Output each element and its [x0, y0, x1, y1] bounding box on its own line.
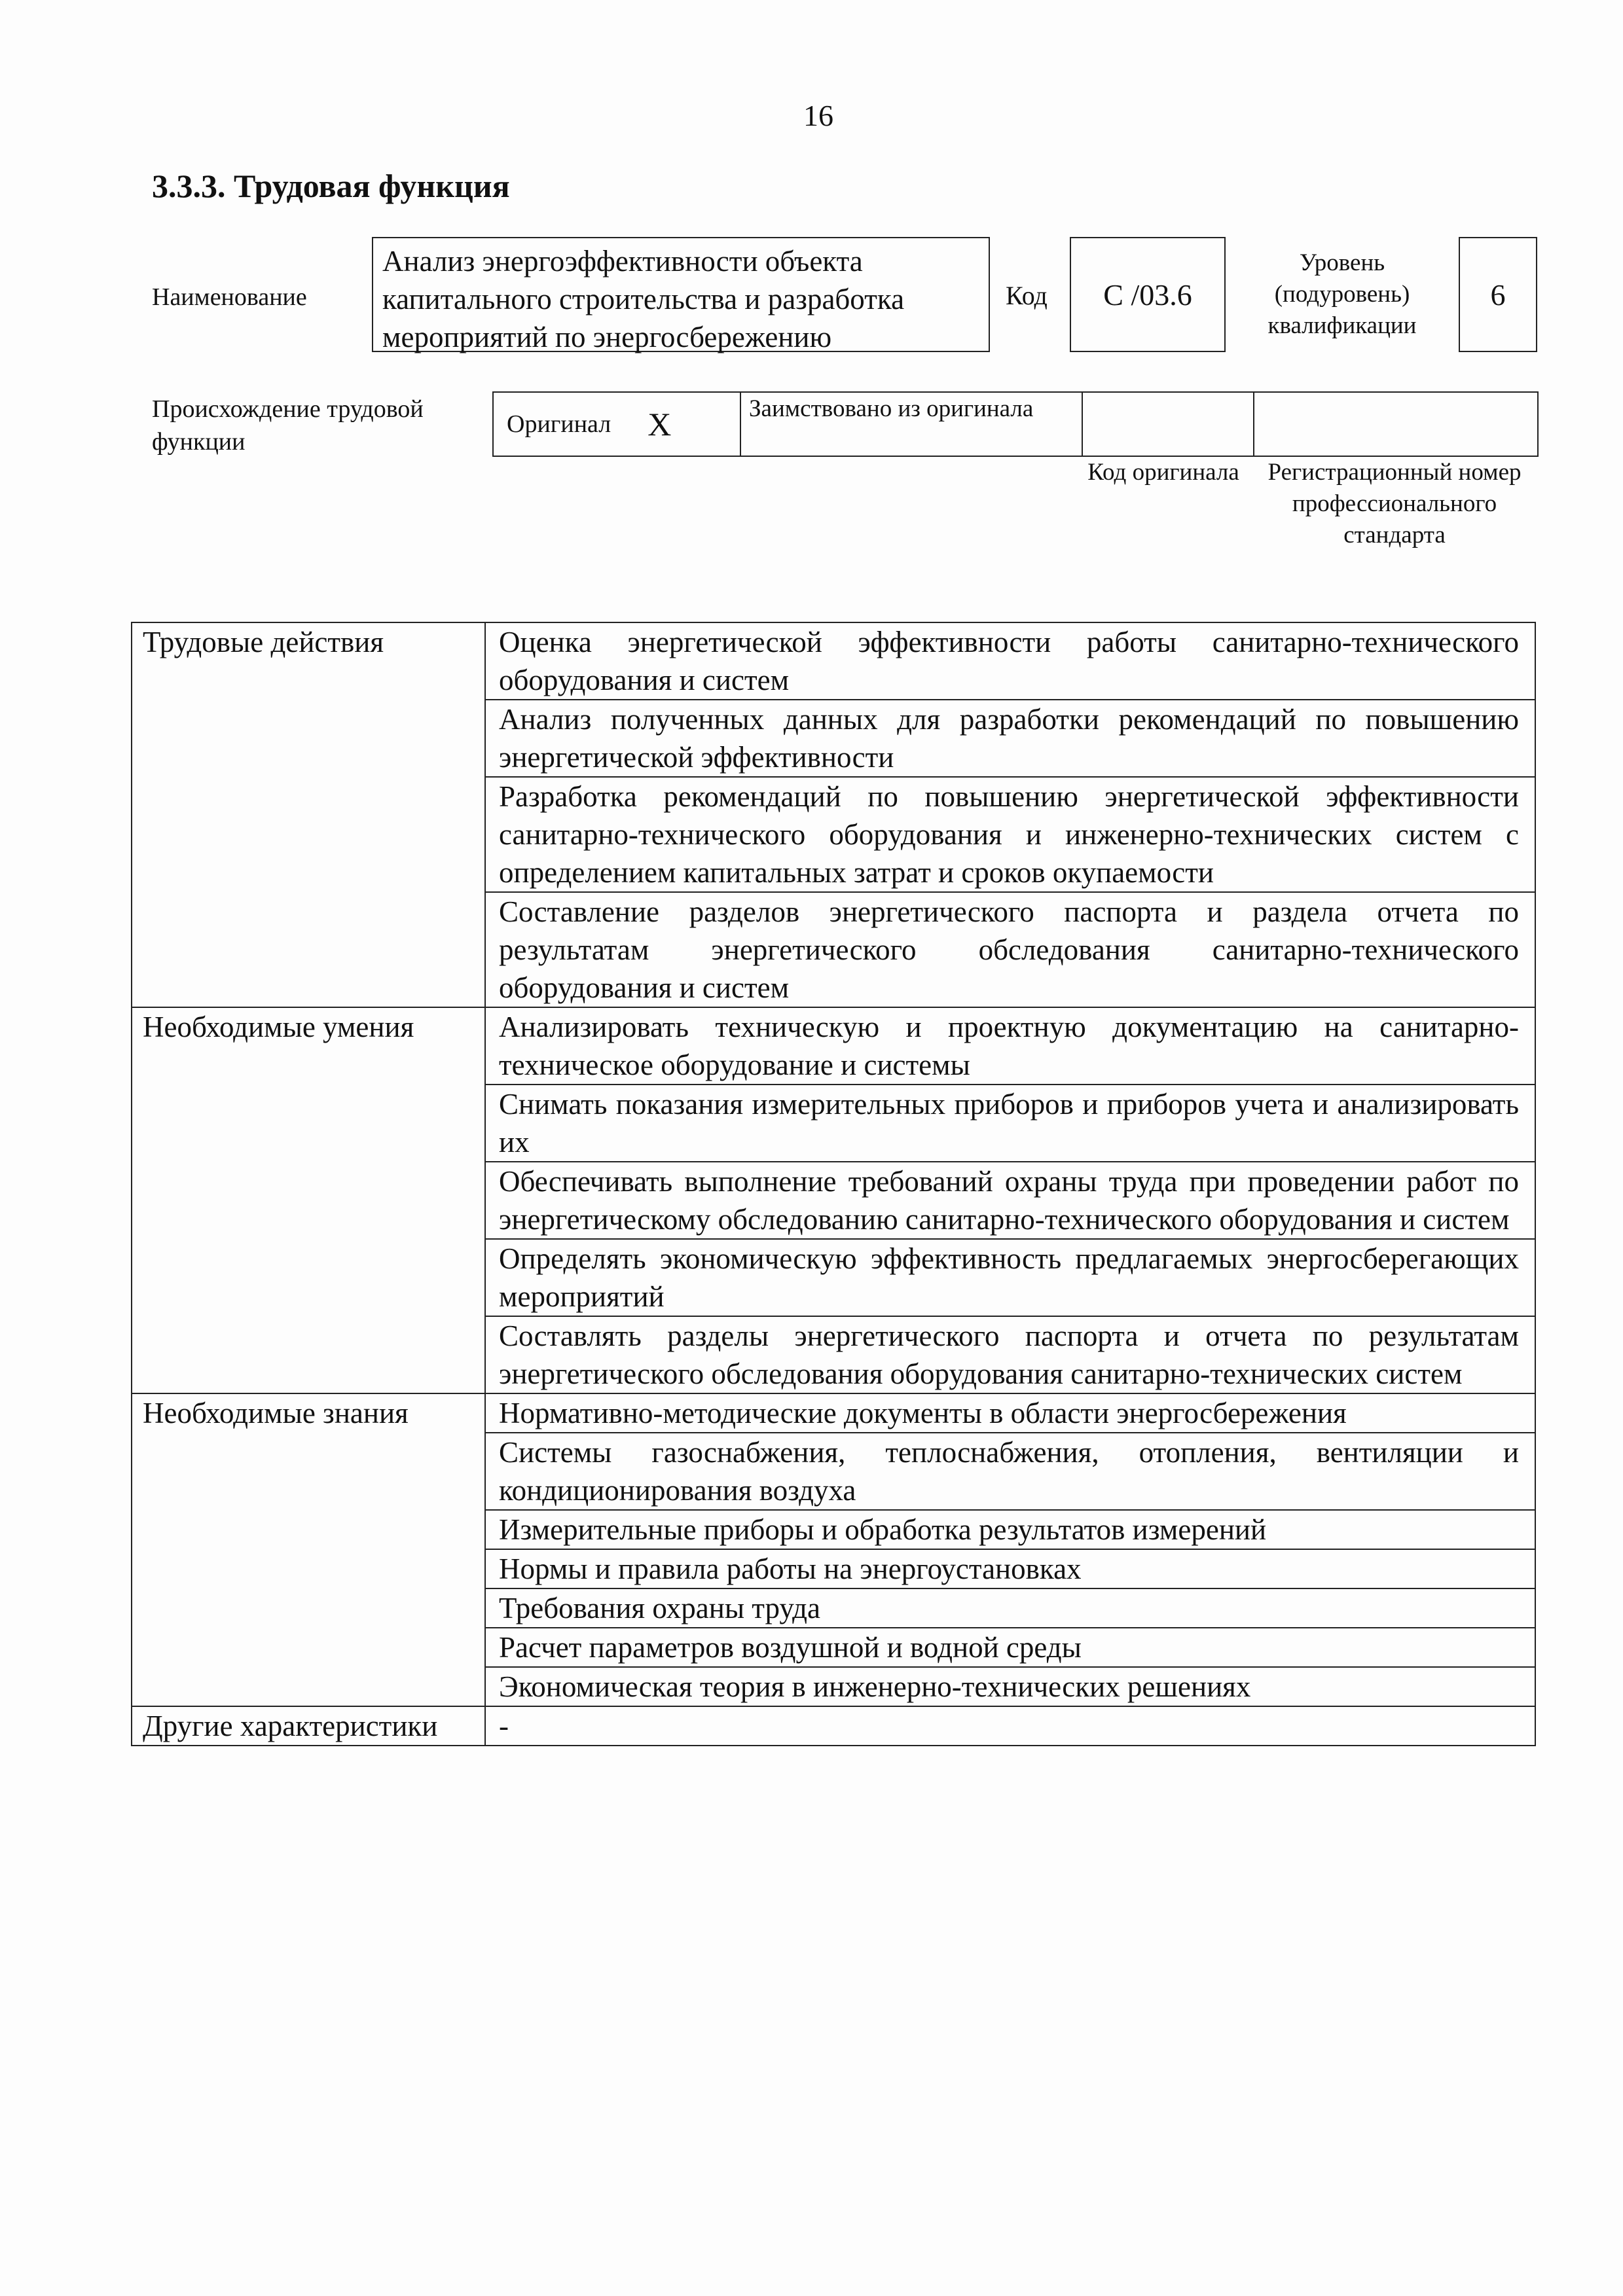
level-value: 6	[1490, 278, 1506, 312]
section-item: Обеспечивать выполнение требований охраны труда при проведении работ по энергетическому обследованию санитарно-технического оборудования и систем	[485, 1162, 1535, 1239]
section-item: -	[485, 1706, 1535, 1746]
original-mark: X	[647, 406, 672, 442]
section-category: Другие характеристики	[132, 1706, 485, 1746]
section-title: 3.3.3. Трудовая функция	[152, 168, 510, 204]
section-item: Анализировать техническую и проектную документацию на санитарно-техническое оборудование и системы	[485, 1007, 1535, 1085]
function-name-box: Анализ энергоэффективности объекта капитального строительства и разработка мероприятий по энергосбережению	[372, 237, 990, 352]
level-label: Уровень (подуровень) квалификации	[1267, 249, 1417, 339]
level-box	[1459, 237, 1537, 352]
origin-table	[492, 391, 1539, 457]
section-item: Составление разделов энергетического паспорта и раздела отчета по результатам энергетического обследования санитарно-технического оборудования и систем	[485, 892, 1535, 1007]
table-row	[132, 1706, 1535, 1746]
section-item: Нормативно-методические документы в области энергосбережения	[485, 1393, 1535, 1433]
section-item: Измерительные приборы и обработка результатов измерений	[485, 1510, 1535, 1549]
original-code-cell	[1083, 393, 1254, 456]
section-item: Системы газоснабжения, теплоснабжения, отопления, вентиляции и кондиционирования воздуха	[485, 1433, 1535, 1510]
page-number: 16	[803, 99, 833, 132]
code-value: С /03.6	[1103, 278, 1192, 312]
table-row	[132, 1393, 1535, 1433]
original-cell	[494, 393, 741, 456]
section-category: Необходимые умения	[132, 1007, 485, 1393]
reg-number-cell	[1254, 393, 1537, 456]
original-label: Оригинал	[507, 410, 611, 438]
section-item: Экономическая теория в инженерно-технических решениях	[485, 1667, 1535, 1706]
section-item: Снимать показания измерительных приборов и приборов учета и анализировать их	[485, 1085, 1535, 1162]
function-details-table	[131, 622, 1536, 1746]
borrowed-cell	[741, 393, 1083, 456]
section-item: Требования охраны труда	[485, 1588, 1535, 1628]
section-category: Трудовые действия	[132, 622, 485, 1007]
reg-number-caption: Регистрационный номер профессионального стандарта	[1267, 459, 1522, 548]
section-item: Нормы и правила работы на энергоустановках	[485, 1549, 1535, 1588]
code-label: Код	[1006, 281, 1048, 310]
original-code-caption: Код оригинала	[1087, 459, 1239, 486]
borrowed-label: Заимствовано из оригинала	[749, 395, 1034, 422]
code-box	[1070, 237, 1226, 352]
section-item: Анализ полученных данных для разработки рекомендаций по повышению энергетической эффективности	[485, 700, 1535, 777]
table-row	[132, 1007, 1535, 1085]
table-row	[132, 622, 1535, 700]
section-category: Необходимые знания	[132, 1393, 485, 1706]
section-item: Определять экономическую эффективность предлагаемых энергосберегающих мероприятий	[485, 1239, 1535, 1316]
section-item: Составлять разделы энергетического паспорта и отчета по результатам энергетического обследования оборудования санитарно-технических систем	[485, 1316, 1535, 1393]
origin-label: Происхождение трудовой функции	[152, 395, 424, 456]
section-item: Разработка рекомендаций по повышению энергетической эффективности санитарно-технического оборудования и инженерно-технических систем с определением капитальных затрат и сроков окупаемости	[485, 777, 1535, 892]
section-item: Расчет параметров воздушной и водной среды	[485, 1628, 1535, 1667]
name-label: Наименование	[152, 283, 307, 311]
section-item: Оценка энергетической эффективности работы санитарно-технического оборудования и систем	[485, 622, 1535, 700]
